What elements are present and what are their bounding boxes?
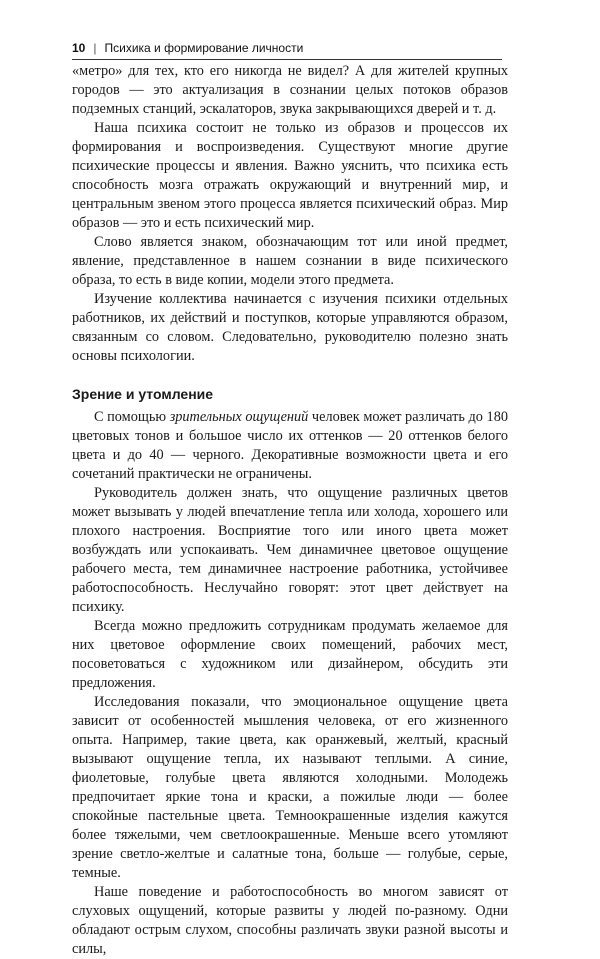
paragraph: Наша психика состоит не только из образов и процессов их формирования и воспроизведения. Существуют многие другие психические процессы и явления. Важно уяснить, что психика есть способность мозга отражать окружающий и внутренний мир, и центральным звеном этого процесса является психический образ. Мир образов — это и есть психический мир. bbox=[72, 120, 508, 231]
paragraph: Изучение коллектива начинается с изучения психики отдельных работников, их действий и поступков, которые управляются образом, связанным со словом. Следовательно, руководителю полезно знать основы психологии. bbox=[72, 291, 508, 364]
page-number: 10 bbox=[72, 41, 86, 55]
header-rule bbox=[72, 59, 502, 60]
paragraph: Руководитель должен знать, что ощущение различных цветов может вызывать у людей впечатление тепла или холода, хорошего или плохого настроения. Восприятие того или иного цвета может возбуждать или успокаивать. Чем динамичнее цветовое ощущение рабочего места, тем динамичнее настроение работника, устойчивее работоспособность. Неслучайно говорят: этот цвет действует на психику. bbox=[72, 485, 508, 615]
header-separator: | bbox=[93, 41, 97, 55]
running-head bbox=[72, 40, 502, 56]
emphasis-term: зрительных ощущений bbox=[169, 409, 309, 425]
paragraph: Слово является знаком, обозначающим тот или иной предмет, явление, представленное в нашем сознании в виде психического образа, то есть в виде копии, модели этого предмета. bbox=[72, 234, 508, 288]
text-run: человек может различать до 180 цветовых тонов и большое число их оттенков — 20 оттенков белого цвета и до 40 — черного. Декоративные возможности цвета и его сочетаний практически не ограничены. bbox=[72, 409, 508, 482]
page-body bbox=[72, 62, 508, 959]
running-title: Психика и формирование личности bbox=[104, 41, 304, 55]
paragraph: Исследования показали, что эмоциональное ощущение цвета зависит от особенностей мышления человека, от его жизненного опыта. Например, такие цвета, как оранжевый, желтый, красный вызывают ощущение тепла, их называют теплыми. А синие, фиолетовые, голубые цвета являются холодными. Молодежь предпочитает яркие тона и краски, а пожилые люди — более спокойные пастельные цвета. Темноокрашенные изделия кажутся более тяжелыми, чем светлоокрашенные. Меньше всего утомляют зрение светло-желтые и салатные тона, больше — голубые, серые, темные. bbox=[72, 694, 508, 881]
paragraph: «метро» для тех, кто его никогда не видел? А для жителей крупных городов — это актуализация в сознании целых потоков образов подземных станций, эскалаторов, звука закрывающихся дверей и т. д. bbox=[72, 63, 508, 117]
paragraph bbox=[72, 408, 508, 484]
section-heading: Зрение и утомление bbox=[72, 386, 214, 402]
paragraph: Наше поведение и работоспособность во многом зависят от слуховых ощущений, которые развиты у людей по-разному. Одни обладают острым слухом, способны различать звуки разной высоты и силы, bbox=[72, 884, 508, 957]
text-run: С помощью bbox=[94, 409, 170, 425]
paragraph: Всегда можно предложить сотрудникам продумать желаемое для них цветовое оформление своих помещений, рабочих мест, посоветоваться с художником или дизайнером, обсудить эти предложения. bbox=[72, 618, 508, 691]
